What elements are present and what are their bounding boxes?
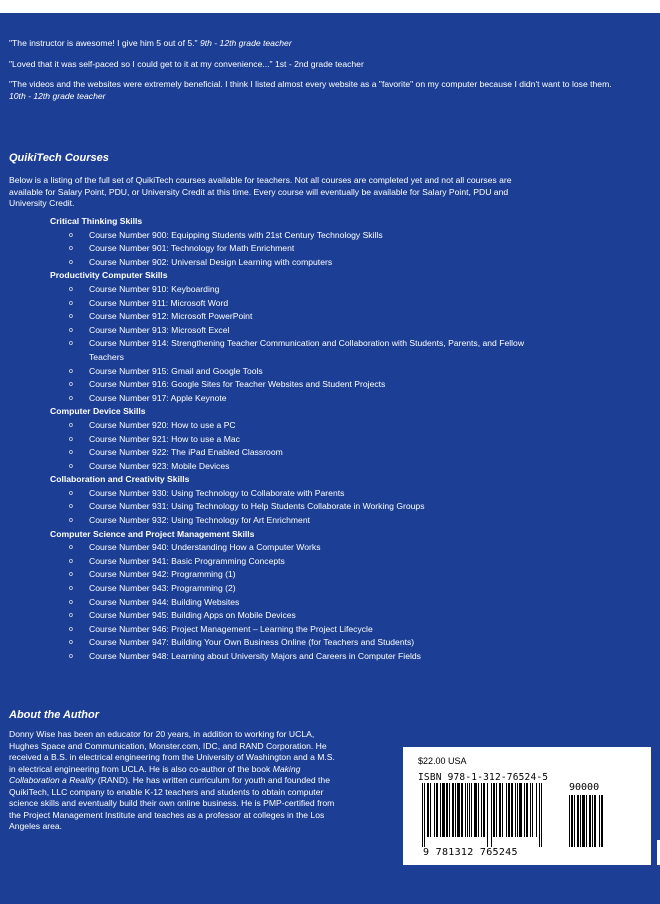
bullet-icon: o	[69, 258, 73, 266]
barcode-bar	[539, 783, 540, 847]
course-text: Course Number 930: Using Technology to Collaborate with Parents	[89, 487, 345, 498]
testimonial-attribution: 10th - 12th grade teacher	[9, 90, 106, 101]
bullet-icon: o	[69, 489, 73, 497]
testimonials	[9, 38, 629, 111]
barcode-bar	[508, 783, 510, 837]
bullet-icon: o	[69, 517, 73, 525]
course-text: Course Number 913: Microsoft Excel	[89, 324, 230, 335]
course-text: Course Number 912: Microsoft PowerPoint	[89, 311, 253, 322]
barcode-bar	[452, 783, 454, 837]
course-item	[50, 500, 530, 514]
bio-text-continued: (RAND). He has written curriculum for youth and founded the QuikiTech, LLC company to enable K-12 teachers and students to obtain computer science skills and eventually build their own online business. He is PMP-certified from the Project Management Institute and teaches as a professor at colleges in the Los Angeles area.	[9, 775, 335, 832]
testimonial-text: "Loved that it was self-paced so I could get to it at my convenience..." 1st - 2nd grade teacher	[9, 58, 364, 69]
course-list	[50, 215, 530, 664]
course-text: Course Number 945: Building Apps on Mobile Devices	[89, 610, 296, 621]
barcode-bar	[601, 795, 603, 847]
barcode-bar	[571, 795, 573, 847]
barcode-bar	[446, 783, 448, 837]
barcode-bar	[530, 783, 531, 837]
barcode-bar	[427, 783, 429, 837]
barcode-bar	[465, 783, 466, 837]
course-text: Course Number 941: Basic Programming Concepts	[89, 555, 285, 566]
course-text: Course Number 915: Gmail and Google Tools	[89, 365, 263, 376]
bullet-icon: o	[69, 557, 73, 565]
course-text: Course Number 902: Universal Design Learning with computers	[89, 256, 333, 267]
bullet-icon: o	[69, 313, 73, 321]
course-item	[50, 378, 530, 392]
barcode-bar	[440, 783, 441, 837]
top-white-band	[0, 0, 660, 13]
barcode-bar	[515, 783, 516, 837]
bullet-icon: o	[69, 585, 73, 593]
courses-heading: QuikiTech Courses	[9, 152, 109, 164]
isbn-label: ISBN 978-1-312-76524-5	[418, 772, 549, 783]
testimonial-3	[9, 79, 629, 102]
course-item	[50, 283, 530, 297]
course-category-heading: Productivity Computer Skills	[50, 270, 168, 281]
course-item	[50, 337, 530, 364]
barcode-bar	[517, 783, 518, 837]
barcode-bar	[434, 783, 435, 837]
barcode-bar	[467, 783, 468, 837]
barcode-bar	[519, 783, 522, 837]
barcode-bar	[536, 783, 537, 837]
barcode-bar	[449, 783, 450, 837]
barcode-bar	[474, 783, 477, 837]
barcode-bar	[577, 795, 579, 847]
addon-barcode	[569, 795, 617, 857]
bullet-icon: o	[69, 625, 73, 633]
barcode-bar	[483, 783, 485, 837]
barcode-bar	[469, 783, 470, 837]
barcode-bar	[506, 783, 507, 837]
course-item	[50, 310, 530, 324]
barcode-box	[403, 747, 651, 865]
bullet-icon: o	[69, 381, 73, 389]
course-item	[50, 623, 530, 637]
course-text: Course Number 943: Programming (2)	[89, 583, 236, 594]
course-item	[50, 596, 530, 610]
course-item	[50, 297, 530, 311]
course-item	[50, 636, 530, 650]
course-item	[50, 541, 530, 555]
bullet-icon: o	[69, 639, 73, 647]
course-text: Course Number 920: How to use a PC	[89, 419, 236, 430]
course-category-heading: Computer Device Skills	[50, 406, 146, 417]
course-item	[50, 256, 530, 270]
barcode-bar	[461, 783, 463, 837]
bullet-icon: o	[69, 598, 73, 606]
about-heading: About the Author	[9, 709, 100, 721]
book-title: Making Collaboration a Reality	[9, 763, 301, 786]
bio-text: Donny Wise has been an educator for 20 years, in addition to working for UCLA, Hughes Space and Communication, Monster.com, IDC, and RAND Corporation. He received a B.S. in electrical engineering from the University of Washington and a M.S. in electrical engineering from UCLA. He is also co-author of the book	[9, 729, 335, 774]
testimonial-text: "The instructor is awesome! I give him 5 out of 5."	[9, 38, 198, 48]
barcode-bar	[481, 783, 482, 837]
barcode-bar	[422, 783, 423, 847]
course-item	[50, 433, 530, 447]
course-item	[50, 609, 530, 623]
bullet-icon: o	[69, 612, 73, 620]
bullet-icon: o	[69, 421, 73, 429]
course-text: Course Number 921: How to use a Mac	[89, 433, 240, 444]
barcode-bar	[499, 783, 501, 837]
testimonial-text: "The videos and the websites were extremely beneficial. I think I listed almost every website as a "favorite" on my computer because I didn't want to lose them.	[9, 79, 612, 89]
barcode-bar	[493, 783, 495, 837]
testimonial-2	[9, 59, 629, 71]
course-category-heading: Collaboration and Creativity Skills	[50, 474, 190, 485]
course-item	[50, 392, 530, 406]
barcode-bar	[502, 783, 503, 837]
bullet-icon: o	[69, 571, 73, 579]
testimonial-1	[9, 38, 629, 50]
barcode-bar	[586, 795, 587, 847]
barcode-bar	[589, 795, 591, 847]
courses-intro: Below is a listing of the full set of QuikiTech courses available for teachers. Not all courses are completed yet and not all courses are available for Salary Point, PDU, or University Credit at this time. Every course will eventually be available for Salary Point, PDU and University Credit.	[9, 175, 512, 209]
barcode-bar	[471, 783, 472, 837]
bullet-icon: o	[69, 326, 73, 334]
course-item	[50, 324, 530, 338]
course-text: Course Number 917: Apple Keynote	[89, 392, 227, 403]
course-item	[50, 487, 530, 501]
bullet-icon: o	[69, 285, 73, 293]
course-text: Course Number 922: The iPad Enabled Classroom	[89, 447, 283, 458]
barcode-bar	[582, 795, 585, 847]
course-item	[50, 650, 530, 664]
barcode-bar	[594, 795, 596, 847]
bullet-icon: o	[69, 653, 73, 660]
barcode-bar	[487, 783, 488, 847]
course-text: Course Number 932: Using Technology for Art Enrichment	[89, 515, 310, 526]
barcode-bar	[457, 783, 460, 837]
barcode-bar	[436, 783, 438, 837]
course-item	[50, 582, 530, 596]
course-category-heading: Computer Science and Project Management Skills	[50, 528, 255, 539]
course-item	[50, 446, 530, 460]
testimonial-attribution: 9th - 12th grade teacher	[199, 38, 292, 48]
course-item	[50, 514, 530, 528]
barcode-digits: 9 781312 765245	[423, 847, 518, 858]
course-item	[50, 229, 530, 243]
course-text: Course Number 931: Using Technology to Help Students Collaborate in Working Groups	[89, 501, 425, 512]
course-text: Course Number 914: Strengthening Teacher Communication and Collaboration with Students, Parents, and Fellow Teachers	[89, 338, 525, 362]
barcode-bar	[491, 783, 492, 847]
course-text: Course Number 947: Building Your Own Business Online (for Teachers and Students)	[89, 637, 415, 648]
course-text: Course Number 910: Keyboarding	[89, 283, 220, 294]
course-text: Course Number 923: Mobile Devices	[89, 460, 230, 471]
barcode-bar	[511, 783, 513, 837]
bullet-icon: o	[69, 245, 73, 253]
barcode-bar	[574, 795, 575, 847]
course-item	[50, 460, 530, 474]
course-category-heading: Critical Thinking Skills	[50, 216, 143, 226]
bullet-icon: o	[69, 449, 73, 457]
price-label: $22.00 USA	[418, 756, 467, 766]
barcode-bar	[526, 783, 528, 837]
barcode-bar	[424, 783, 425, 847]
course-item	[50, 568, 530, 582]
course-text: Course Number 900: Equipping Students with 21st Century Technology Skills	[89, 229, 383, 240]
barcode-bar	[430, 783, 431, 837]
course-text: Course Number 940: Understanding How a Computer Works	[89, 542, 321, 553]
course-item	[50, 419, 530, 433]
course-text: Course Number 944: Building Websites	[89, 596, 240, 607]
course-item	[50, 242, 530, 256]
course-text: Course Number 948: Learning about University Majors and Careers in Computer Fields	[89, 651, 421, 661]
barcode-bar	[478, 783, 479, 837]
barcode-bar	[541, 783, 542, 847]
barcode-bar	[592, 795, 593, 847]
bullet-icon: o	[69, 394, 73, 402]
barcode-bar	[569, 795, 570, 847]
barcode-bar	[524, 783, 525, 837]
barcode-bar	[455, 783, 456, 837]
barcode-bar	[580, 795, 581, 847]
price-addon-digits: 90000	[569, 782, 600, 793]
barcode-bar	[442, 783, 445, 837]
course-text: Course Number 901: Technology for Math Enrichment	[89, 243, 295, 254]
ean-barcode	[422, 783, 562, 857]
course-text: Course Number 916: Google Sites for Teacher Websites and Student Projects	[89, 379, 386, 390]
course-text: Course Number 946: Project Management – Learning the Project Lifecycle	[89, 623, 373, 634]
bullet-icon: o	[69, 299, 73, 307]
bullet-icon: o	[69, 462, 73, 470]
author-bio	[9, 729, 339, 833]
bullet-icon: o	[69, 435, 73, 443]
course-text: Course Number 911: Microsoft Word	[89, 297, 229, 308]
bullet-icon: o	[69, 340, 73, 348]
course-text: Course Number 942: Programming (1)	[89, 569, 236, 580]
bullet-icon: o	[69, 544, 73, 552]
course-item	[50, 365, 530, 379]
barcode-bar	[532, 783, 533, 837]
bullet-icon: o	[69, 367, 73, 375]
course-item	[50, 555, 530, 569]
bullet-icon: o	[69, 231, 73, 239]
barcode-bar	[496, 783, 497, 837]
barcode-bar	[599, 795, 600, 847]
bullet-icon: o	[69, 503, 73, 511]
